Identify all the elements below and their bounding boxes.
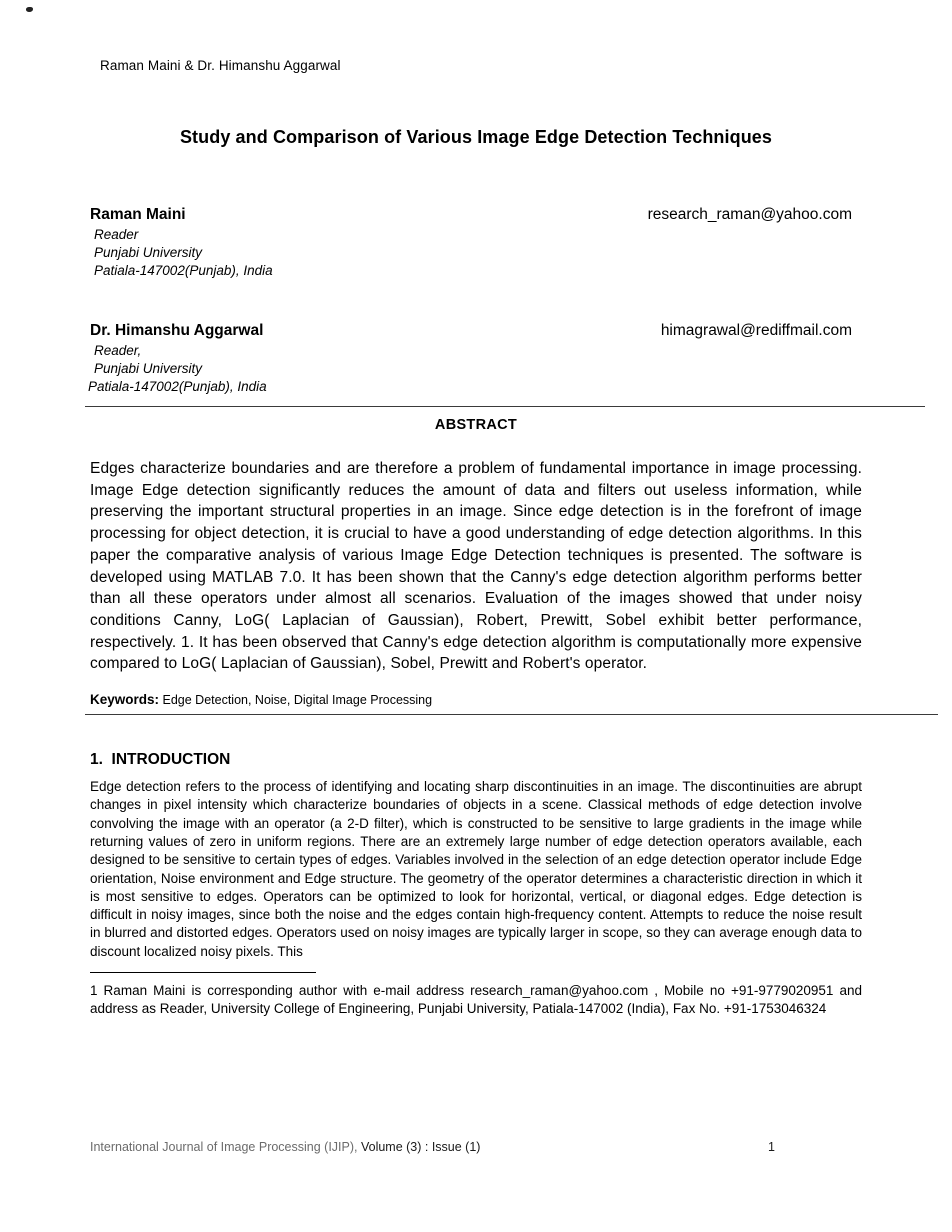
author-row [90,206,862,224]
scan-artifact [26,7,33,12]
author-name: Raman Maini [90,206,186,223]
author-email: himagrawal@rediffmail.com [660,322,852,339]
author-role: Reader [94,227,139,242]
author-affiliation: Punjabi University [94,361,203,376]
keywords-label: Keywords: [90,692,160,708]
author-address: Patiala-147002(Punjab), India [88,379,267,394]
page-number: 1 [768,1140,775,1154]
author-affiliation: Punjabi University [94,245,203,260]
author-details [90,342,862,396]
footer-journal-title: International Journal of Image Processing (IJIP), [90,1140,361,1154]
footnote-divider [90,972,316,973]
running-header: Raman Maini & Dr. Himanshu Aggarwal [100,58,341,73]
author-details [90,226,862,280]
keywords-line [90,691,862,709]
author-name: Dr. Himanshu Aggarwal [90,322,264,339]
section-divider [85,406,925,407]
author-block-2 [90,322,862,396]
footnote-text: 1 Raman Maini is corresponding author with e-mail address research_raman@yahoo.com , Mobile no +91-9779020951 and address as Reader, University College of Engineering, Punjabi University, Patiala-147002 (India), Fax No. +91-1753046324 [90,983,862,1016]
introduction-body: Edge detection refers to the process of identifying and locating sharp discontinuities in an image. The discontinuities are abrupt changes in pixel intensity which characterize boundaries of objects in a scene. Classical methods of edge detection involve convolving the image with an operator (a 2-D filter), which is constructed to be sensitive to large gradients in the image while returning values of zero in uniform regions. There are an extremely large number of edge detection operators available, each designed to be sensitive to certain types of edges. Variables involved in the selection of an edge detection operator include Edge orientation, Noise environment and Edge structure. The geometry of the operator determines a characteristic direction in which it is most sensitive to edges. Operators can be optimized to look for horizontal, vertical, or diagonal edges. Edge detection is difficult in noisy images, since both the noise and the edges contain high-frequency content. Attempts to reduce the noise result in blurred and distorted edges. Operators used on noisy images are typically larger in scope, so they can average enough data to discount localized noisy pixels. This [90,779,862,959]
author-role: Reader, [94,343,142,358]
abstract-heading: ABSTRACT [434,417,518,433]
footer-volume-issue: Volume (3) : Issue (1) [360,1140,481,1154]
author-email: research_raman@yahoo.com [647,206,852,223]
abstract-text: Edges characterize boundaries and are therefore a problem of fundamental importance in image processing. Image Edge detection significantly reduces the amount of data and filters out useless information, while preserving the important structural properties in an image. Since edge detection is in the forefront of image processing for object detection, it is crucial to have a good understanding of edge detection algorithms. In this paper the comparative analysis of various Image Edge Detection techniques is presented. The software is developed using MATLAB 7.0. It has been shown that the Canny's edge detection algorithm performs better than all these operators under almost all scenarios. Evaluation of the images showed that under noisy conditions Canny, LoG( Laplacian of Gaussian), Robert, Prewitt, Sobel exhibit better performance, respectively. 1. It has been observed that Canny's edge detection algorithm is computationally more expensive compared to LoG( Laplacian of Gaussian), Sobel, Prewitt and Robert's operator. [90,460,862,673]
author-row [90,322,862,340]
paper-title: Study and Comparison of Various Image Edge Detection Techniques [179,127,773,147]
author-address: Patiala-147002(Punjab), India [94,263,273,278]
footer-journal-line [90,1140,480,1154]
keywords-text: Edge Detection, Noise, Digital Image Processing [159,693,433,708]
page-footer [90,1140,862,1154]
keywords-divider [85,714,938,715]
author-block-1 [90,206,862,280]
section-heading-introduction: 1. INTRODUCTION [90,751,231,769]
